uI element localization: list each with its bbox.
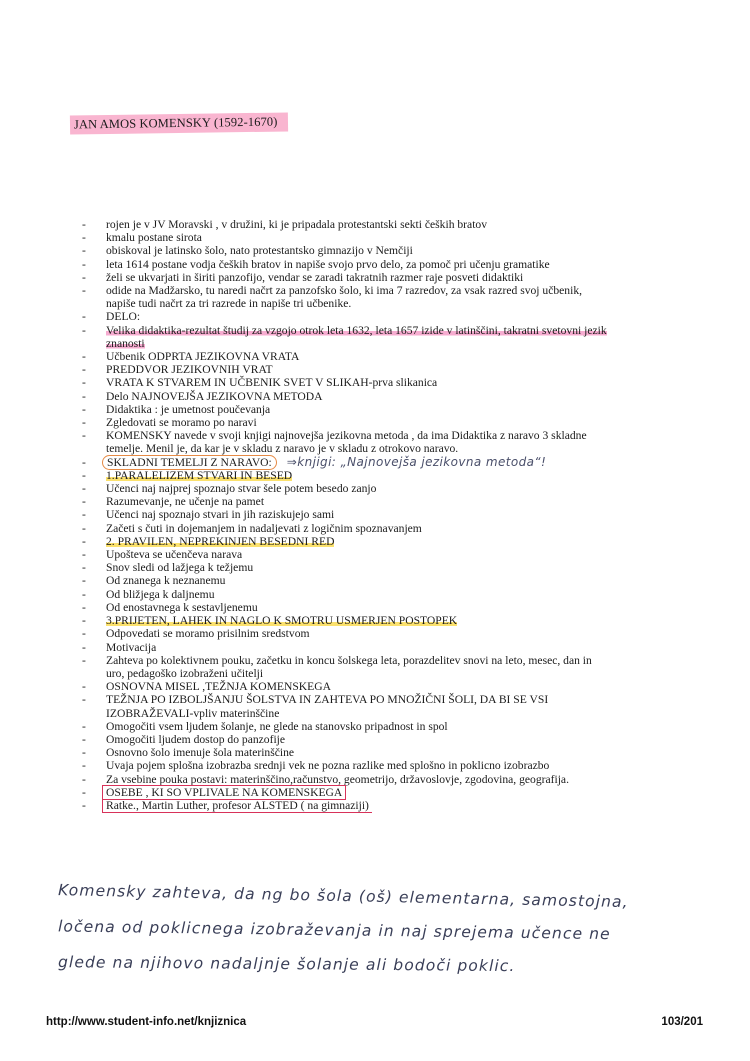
list-item [82, 693, 682, 706]
list-item [82, 641, 682, 654]
bullet-dash: - [82, 732, 86, 746]
bullet-dash: - [82, 614, 86, 628]
bullet-dash: - [82, 772, 86, 786]
list-item-text: PREDDVOR JEZIKOVNIH VRAT [106, 363, 273, 377]
bullet-dash: - [82, 218, 86, 231]
list-item [82, 469, 682, 482]
list-item [82, 390, 682, 403]
list-item-text: OSNOVNA MISEL ,TEŽNJA KOMENSKEGA [106, 680, 332, 694]
bullet-dash: - [82, 310, 86, 324]
bullet-dash: - [82, 798, 86, 812]
bullet-dash: - [82, 719, 86, 733]
bullet-dash: - [82, 389, 86, 403]
list-item [82, 535, 682, 548]
bullet-dash: - [82, 561, 86, 575]
list-item-text: OSEBE , KI SO VPLIVALE NA KOMENSKEGA [102, 785, 346, 800]
list-item-text: Snov sledi od lažjega k težjemu [106, 561, 254, 575]
bullet-dash: - [82, 402, 86, 416]
list-item [82, 429, 682, 442]
list-item-text: DELO: [106, 310, 141, 324]
list-item [82, 350, 682, 363]
bullet-dash: - [82, 508, 86, 522]
footer-page-number: 103/201 [661, 1016, 703, 1028]
bullet-dash: - [82, 521, 86, 535]
list-item [82, 324, 682, 337]
list-item-text: Delo NAJNOVEJŠA JEZIKOVNA METODA [106, 389, 323, 403]
bullet-dash: - [82, 376, 86, 390]
bullet-dash: - [82, 653, 86, 667]
list-item-text: Zgledovati se moramo po naravi [106, 416, 257, 430]
list-item [82, 403, 682, 416]
list-item [82, 614, 682, 627]
bullet-dash: - [82, 244, 86, 258]
list-item-text: Didaktika : je umetnost poučevanja [106, 402, 271, 416]
bullet-dash: - [82, 323, 86, 337]
list-item [82, 271, 682, 284]
footer-url[interactable]: http://www.student-info.net/knjiznica [46, 1016, 247, 1028]
bullet-dash: - [82, 495, 86, 509]
list-item [82, 627, 682, 640]
list-item [82, 258, 682, 271]
bullet-dash: - [82, 640, 86, 654]
list-item [82, 707, 682, 720]
list-item [82, 495, 682, 508]
bullet-dash: - [82, 455, 86, 469]
list-item-text: kmalu postane sirota [106, 231, 202, 245]
bullet-dash: - [82, 600, 86, 614]
bullet-dash: - [82, 468, 86, 482]
list-item [82, 601, 682, 614]
list-item [82, 231, 682, 244]
list-item [82, 561, 682, 574]
bullet-dash: - [82, 548, 86, 562]
list-item-text: napiše tudi načrt za tri razrede in napiše tri učbenike. [106, 297, 352, 311]
list-item [82, 337, 682, 350]
list-item [82, 310, 682, 323]
bullet-dash: - [82, 482, 86, 496]
list-item-text: IZOBRAŽEVALI-vpliv materinščine [106, 706, 280, 720]
list-item [82, 284, 682, 297]
list-item-text: znanosti [106, 336, 145, 350]
bullet-dash: - [82, 231, 86, 245]
bullet-dash: - [82, 429, 86, 443]
list-item-text: VRATA K STVAREM IN UČBENIK SVET V SLIKAH-prva slikanica [106, 376, 438, 390]
bullet-dash: - [82, 746, 86, 760]
bullet-dash: - [82, 680, 86, 694]
list-item [82, 218, 682, 231]
list-item-text: Zahteva po kolektivnem pouku, začetku in koncu šolskega leta, porazdelitev snovi na leto, mesec, dan in [106, 653, 592, 667]
list-item-text: 1.PARALELIZEM STVARI IN BESED [106, 468, 293, 482]
bullet-dash: - [82, 759, 86, 773]
document-title: JAN AMOS KOMENSKY (1592-1670) [70, 112, 288, 134]
list-item-text: KOMENSKY navede v svoji knjigi najnovejša jezikovna metoda , da ima Didaktika z naravo 3 skladne [106, 429, 587, 443]
list-item [82, 376, 682, 389]
bullet-dash: - [82, 284, 86, 298]
list-item-text: Začeti s čuti in dojemanjem in nadaljevati z logičnim spoznavanjem [106, 521, 422, 535]
bullet-dash: - [82, 693, 86, 707]
list-item [82, 522, 682, 535]
list-item [82, 297, 682, 310]
bullet-dash: - [82, 350, 86, 364]
list-item-text: Omogočiti ljudem dostop do panzofije [106, 732, 286, 746]
list-item-text: temelje. Menil je, da kar je v skladu z naravo je v skladu z otrokovo naravo. [106, 442, 459, 456]
handwritten-note-line-1: Komensky zahteva, da ng bo šola (oš) elementarna, samostojna, [57, 881, 629, 912]
list-item [82, 442, 682, 455]
list-item [82, 799, 682, 812]
list-item-text: Uvaja pojem splošna izobrazba srednji vek ne pozna razlike med splošno in poklicno izobrazbo [106, 759, 550, 773]
handwritten-annotation: ⇒knjigi: „Najnovejša jezikovna metoda“! [286, 454, 547, 469]
bullet-dash: - [82, 587, 86, 601]
list-item-text: TEŽNJA PO IZBOLJŠANJU ŠOLSTVA IN ZAHTEVA PO MNOŽIČNI ŠOLI, DA BI SE VSI [106, 693, 549, 707]
list-item [82, 588, 682, 601]
list-item-text: obiskoval je latinsko šolo, nato protestantsko gimnazijo v Nemčiji [106, 244, 413, 258]
list-item [82, 574, 682, 587]
handwritten-note-line-2: ločena od poklicnega izobraževanja in naj sprejema učence ne [57, 917, 611, 944]
list-item-text: Učenci naj najprej spoznajo stvar šele potem besedo zanjo [106, 482, 377, 496]
list-item-text: rojen je v JV Moravski , v družini, ki je pripadala protestantski sekti čeških bratov [106, 218, 488, 231]
list-item-text: Učenci naj spoznajo stvari in jih raziskujejo sami [106, 508, 335, 522]
list-item [82, 786, 682, 799]
list-item-text: Od znanega k neznanemu [106, 574, 226, 588]
list-item [82, 654, 682, 667]
list-item [82, 244, 682, 257]
list-item-text: Za vsebine pouka postavi: materinščino,računstvo, geometrijo, državoslovje, zgodovina, geografija. [106, 772, 569, 786]
bullet-list [82, 218, 682, 812]
list-item-text: Osnovno šolo imenuje šola materinščine [106, 746, 295, 760]
list-item-text: 3.PRIJETEN, LAHEK IN NAGLO K SMOTRU USMERJEN POSTOPEK [106, 614, 458, 628]
list-item-text: Odpovedati se moramo prisilnim sredstvom [106, 627, 310, 641]
list-item-text: Od bližjega k daljnemu [106, 587, 215, 601]
list-item [82, 482, 682, 495]
handwritten-note-line-3: glede na njihovo nadaljnje šolanje ali bodoči poklic. [57, 953, 516, 976]
list-item [82, 667, 682, 680]
list-item [82, 548, 682, 561]
list-item [82, 759, 682, 772]
bullet-dash: - [82, 363, 86, 377]
bullet-dash: - [82, 627, 86, 641]
list-item-text: Upošteva se učenčeva narava [106, 548, 243, 562]
list-item-text: uro, pedagoško izobraženi učitelji [106, 666, 264, 680]
bullet-dash: - [82, 574, 86, 588]
list-item-text: Omogočiti vsem ljudem šolanje, ne glede na stanovsko pripadnost in spol [106, 719, 448, 733]
bullet-dash: - [82, 785, 86, 799]
list-item [82, 363, 682, 376]
list-item [82, 508, 682, 521]
list-item-text: Motivacija [106, 640, 157, 654]
list-item-text: Učbenik ODPRTA JEZIKOVNA VRATA [106, 350, 300, 364]
list-item [82, 746, 682, 759]
list-item [82, 680, 682, 693]
list-item-text: želi se ukvarjati in širiti panzofijo, vendar se zaradi takratnih razmer raje posveti didaktiki [106, 270, 524, 284]
list-item [82, 733, 682, 746]
bullet-dash: - [82, 257, 86, 271]
list-item [82, 720, 682, 733]
bullet-dash: - [82, 416, 86, 430]
list-item-text: SKLADNI TEMELJI Z NARAVO: [102, 455, 277, 470]
list-item-text: Ratke., Martin Luther, profesor ALSTED ( na gimnaziji) [102, 799, 372, 813]
bullet-dash: - [82, 534, 86, 548]
list-item [82, 773, 682, 786]
list-item-text: 2. PRAVILEN, NEPREKINJEN BESEDNI RED [106, 534, 335, 548]
bullet-dash: - [82, 270, 86, 284]
list-item [82, 456, 682, 469]
list-item-text: odide na Madžarsko, tu naredi načrt za panzofsko šolo, ki ima 7 razredov, za vsak razred svoj učbenik, [106, 284, 583, 298]
list-item-text: leta 1614 postane vodja čeških bratov in napiše svojo prvo delo, za pomoč pri učenju gramatike [106, 257, 550, 271]
list-item-text: Od enostavnega k sestavljenemu [106, 600, 258, 614]
list-item-text: Velika didaktika-rezultat študij za vzgojo otrok leta 1632, leta 1657 izide v latinščini, takratni svetovni jezik [106, 323, 607, 337]
list-item [82, 416, 682, 429]
list-item-text: Razumevanje, ne učenje na pamet [106, 495, 265, 509]
